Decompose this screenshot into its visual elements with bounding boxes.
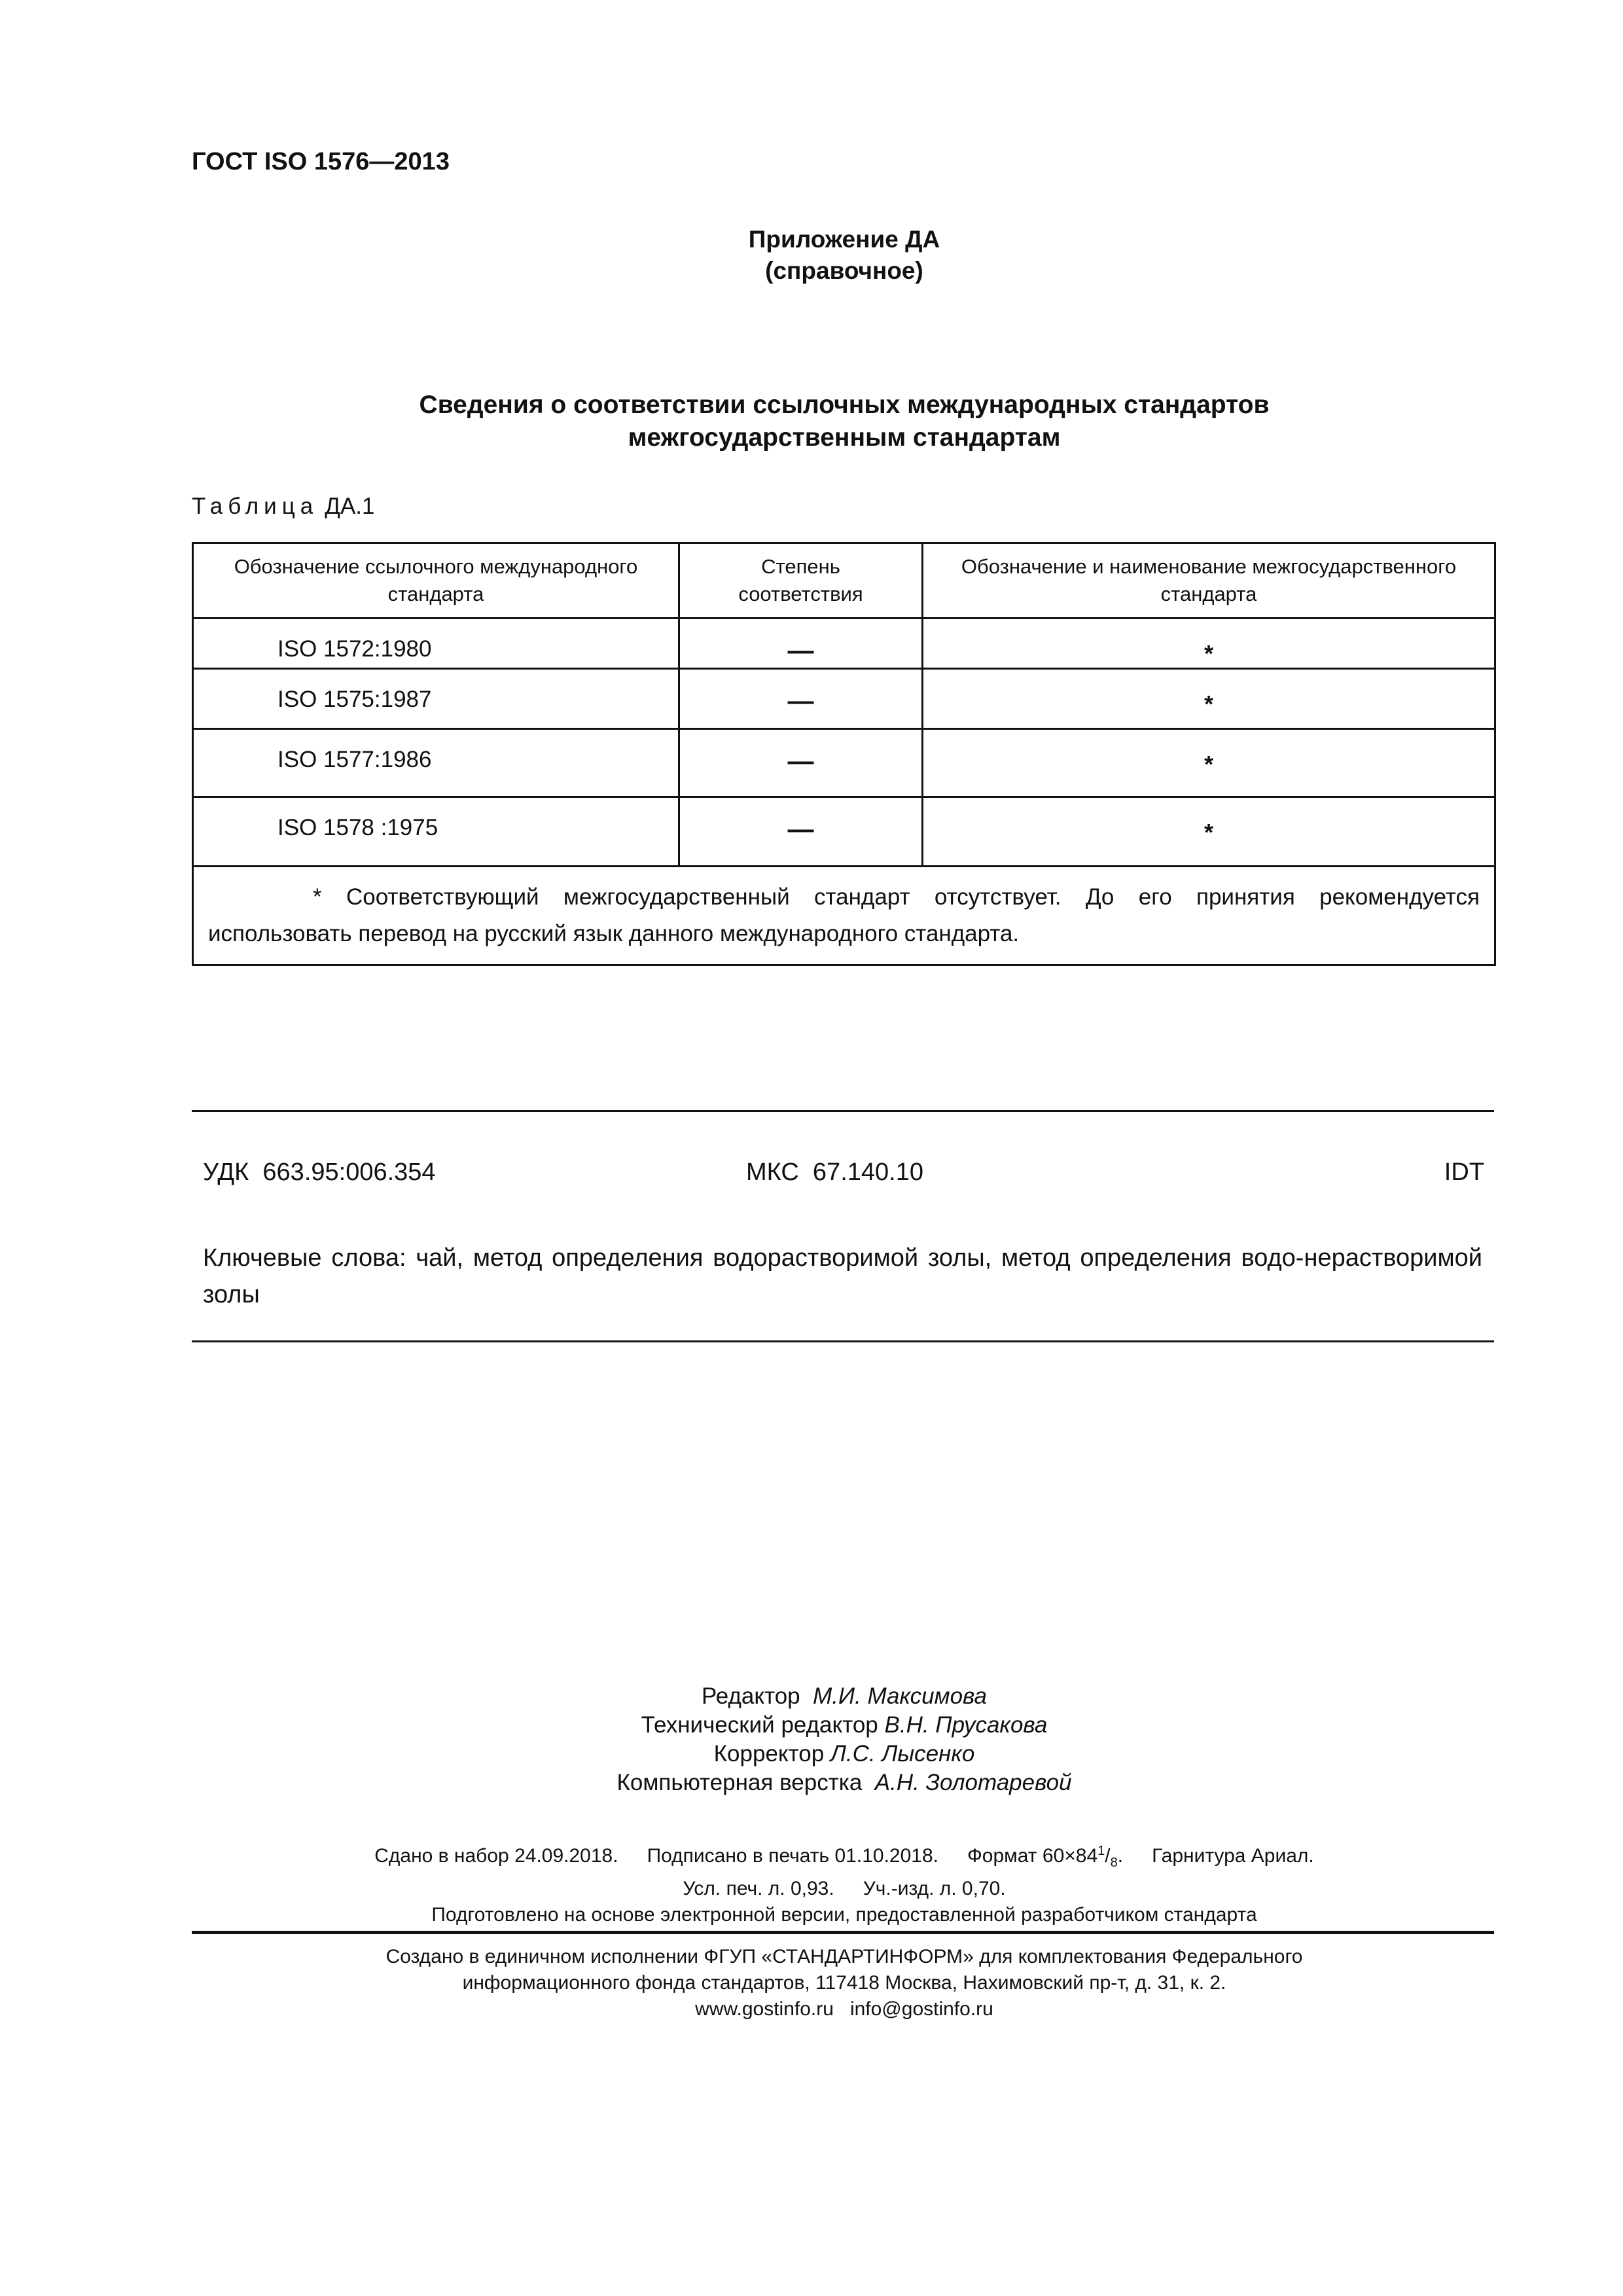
row-code: ISO 1578 :1975 (193, 797, 679, 867)
format-denominator: 8 (1110, 1856, 1118, 1870)
header-degree (679, 543, 923, 619)
section-title-line1: Сведения о соответствии ссылочных международных стандартов (419, 391, 1270, 419)
typeface: Гарнитура Ариал. (1152, 1845, 1314, 1867)
header-line: Степень (761, 555, 840, 578)
credit-name: А.Н. Золотаревой (874, 1770, 1072, 1795)
udk-code: УДК 663.95:006.354 (203, 1158, 436, 1186)
credit-editor (0, 1682, 1623, 1711)
idt-mark: IDT (1444, 1158, 1484, 1186)
table-label-prefix: Таблица (192, 493, 319, 519)
keywords: Ключевые слова: чай, метод определения водорастворимой золы, метод определения водо-нерастворимой золы (203, 1244, 1482, 1308)
dash-mark: — (787, 687, 814, 715)
header-line: Обозначение и наименование межгосударственного (961, 555, 1457, 578)
site-link[interactable]: www.gostinfo.ru (695, 1998, 834, 2020)
header-line: стандарта (387, 583, 484, 605)
table-row (193, 729, 1495, 797)
row-degree (679, 669, 923, 729)
appendix-heading (0, 224, 1623, 287)
appendix-subtitle: (справочное) (765, 257, 923, 284)
credit-layout (0, 1768, 1623, 1797)
section-title-line2: межгосударственным стандартам (628, 423, 1061, 452)
asterisk-mark: * (1204, 640, 1213, 667)
footer-line1: Создано в единичном исполнении ФГУП «СТАНДАРТИНФОРМ» для комплектования Федерального (385, 1946, 1303, 1967)
set-date: Сдано в набор 24.09.2018. (374, 1845, 618, 1867)
footer-links (0, 1996, 1623, 2022)
header-reference-standard (193, 543, 679, 619)
credit-role: Технический редактор (641, 1712, 878, 1738)
header-interstate-standard (923, 543, 1495, 619)
row-code: ISO 1577:1986 (193, 729, 679, 797)
credit-name: М.И. Максимова (813, 1683, 988, 1709)
format: Формат 60×84 (967, 1845, 1098, 1867)
credit-role: Редактор (701, 1683, 800, 1709)
asterisk-mark: * (1204, 751, 1213, 778)
table-note-row (193, 867, 1495, 965)
table-footnote (193, 867, 1495, 965)
header-line: соответствия (738, 583, 863, 605)
credit-name: Л.С. Лысенко (830, 1741, 975, 1767)
credits-block (0, 1682, 1623, 1797)
table-label-id: ДА.1 (325, 493, 375, 519)
row-degree (679, 797, 923, 867)
row-name (923, 669, 1495, 729)
asterisk-mark: * (1204, 691, 1213, 717)
print-sheets: Усл. печ. л. 0,93. (683, 1878, 834, 1899)
credit-role: Компьютерная верстка (616, 1770, 863, 1795)
format-numerator: 1 (1097, 1844, 1105, 1858)
table-header-row (193, 543, 1495, 619)
row-name (923, 619, 1495, 669)
document-code: ГОСТ ISO 1576—2013 (192, 148, 450, 175)
dash-mark: — (787, 747, 814, 776)
publication-line1: Сдано в набор 24.09.2018. Подписано в печать 01.10.2018. Формат $60\times 84^1/_8$. Гарнитура Ариал. (374, 1844, 1314, 1870)
table-label (192, 493, 374, 520)
credit-name: В.Н. Прусакова (884, 1712, 1048, 1738)
row-name (923, 729, 1495, 797)
correspondence-table (192, 542, 1496, 966)
publication-prepared: Подготовлено на основе электронной версии, предоставленной разработчиком стандарта (431, 1904, 1257, 1926)
footnote-text: * Соответствующий межгосударственный стандарт отсутствует. До его принятия рекомендуется использовать перевод на русский язык данного международного стандарта. (208, 884, 1480, 946)
publication-line2 (0, 1876, 1623, 1902)
email-link[interactable]: info@gostinfo.ru (849, 1998, 993, 2020)
header-line: стандарта (1160, 583, 1257, 605)
row-code: ISO 1575:1987 (193, 669, 679, 729)
credit-corrector (0, 1740, 1623, 1768)
divider-keywords (192, 1340, 1494, 1342)
asterisk-mark: * (1204, 819, 1213, 846)
row-name (923, 797, 1495, 867)
pub-sheets: Уч.-изд. л. 0,70. (863, 1878, 1006, 1899)
table-row (193, 797, 1495, 867)
divider-top (192, 1110, 1494, 1112)
sign-date: Подписано в печать 01.10.2018. (647, 1845, 938, 1867)
row-degree (679, 619, 923, 669)
header-line: Обозначение ссылочного международного (234, 555, 638, 578)
credit-role: Корректор (713, 1741, 825, 1767)
footer-line2: информационного фонда стандартов, 117418 Москва, Нахимовский пр-т, д. 31, к. 2. (462, 1972, 1226, 1994)
dash-mark: — (787, 815, 814, 844)
credit-tech-editor (0, 1711, 1623, 1740)
divider-footer (192, 1931, 1494, 1934)
row-code: ISO 1572:1980 (193, 619, 679, 669)
publication-info (0, 1838, 1623, 1928)
row-degree (679, 729, 923, 797)
mks-code: МКС 67.140.10 (746, 1158, 923, 1186)
format-suffix: . (1117, 1845, 1124, 1867)
section-heading (0, 389, 1623, 454)
footer (0, 1944, 1623, 2022)
dash-mark: — (787, 636, 814, 665)
appendix-title: Приложение ДА (748, 226, 940, 253)
table-row (193, 669, 1495, 729)
table-row (193, 619, 1495, 669)
